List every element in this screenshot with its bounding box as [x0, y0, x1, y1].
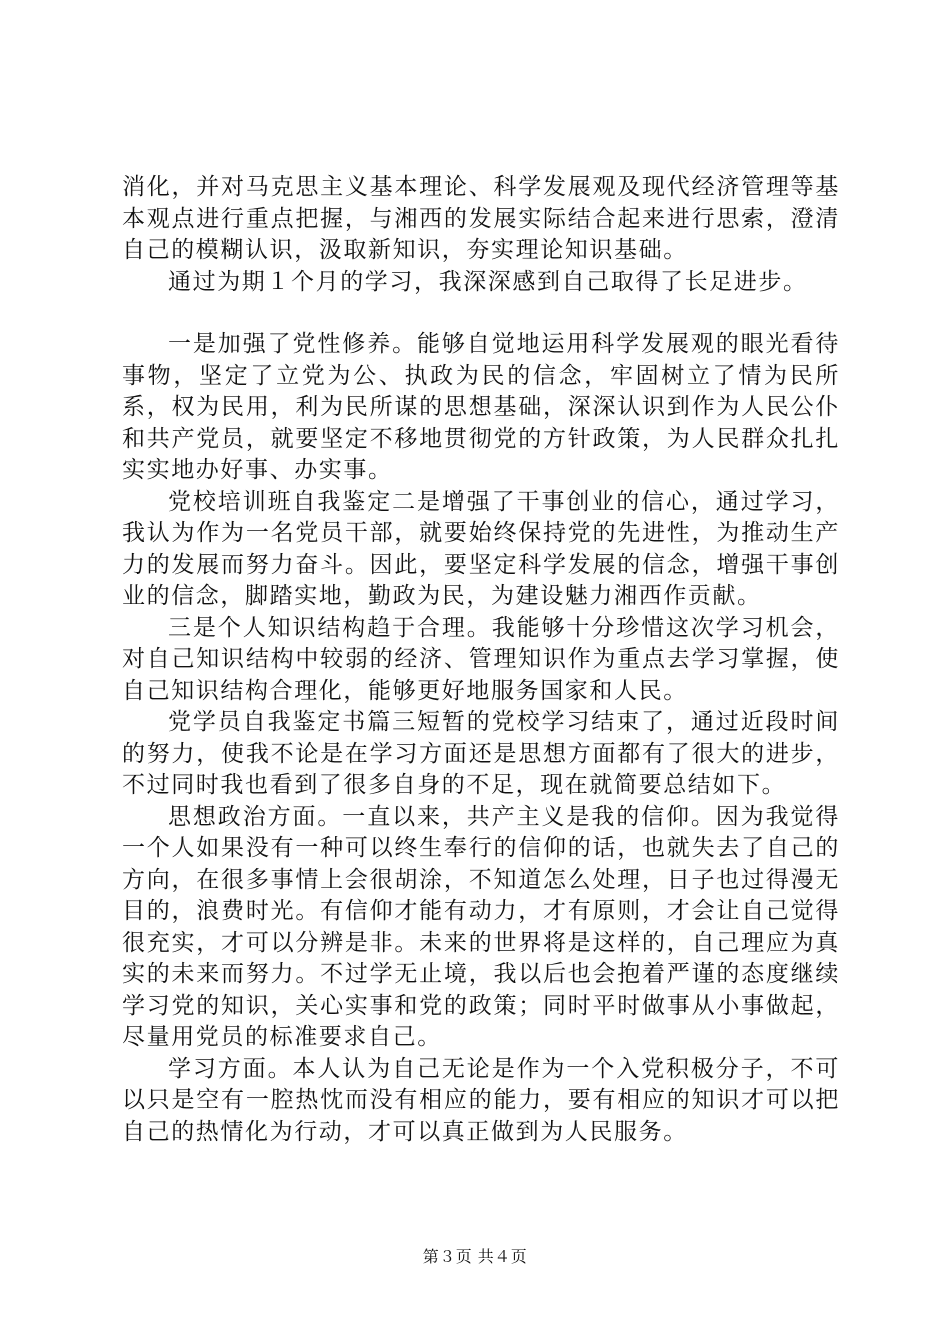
paragraph-political-thought: 思想政治方面。一直以来，共产主义是我的信仰。因为我觉得一个人如果没有一种可以终生奉行的信仰的话，也就失去了自己的方向，在很多事情上会很胡涂，不知道怎么处理，日子也过得漫无目的，浪费时光。有信仰才能有动力，才有原则，才会让自己觉得很充实，才可以分辨是非。未来的世界将是这样的，自己理应为真实的未来而努力。不过学无止境，我以后也会抱着严谨的态度继续学习党的知识，关心实事和党的政策；同时平时做事从小事做起，尽量用党员的标准要求自己。 — [122, 803, 840, 1050]
paragraph-party-spirit: 一是加强了党性修养。能够自觉地运用科学发展观的眼光看待事物，坚定了立党为公、执政为民的信念，牢固树立了情为民所系，权为民用，利为民所谋的思想基础，深深认识到作为人民公仆和共产党员，就要坚定不移地贯彻党的方针政策，为人民群众扎扎实实地办好事、办实事。 — [122, 331, 840, 483]
paragraph-knowledge-structure: 三是个人知识结构趋于合理。我能够十分珍惜这次学习机会，对自己知识结构中较弱的经济、管理知识作为重点去学习掌握，使自己知识结构合理化，能够更好地服务国家和人民。 — [122, 614, 840, 704]
paragraph-progress-summary: 通过为期１个月的学习，我深深感到自己取得了长足进步。 — [168, 268, 808, 295]
paragraph-self-appraisal-intro: 党学员自我鉴定书篇三短暂的党校学习结束了，通过近段时间的努力，使我不论是在学习方面还是思想方面都有了很大的进步，不过同时我也看到了很多自身的不足，现在就简要总结如下。 — [122, 709, 840, 798]
page-number-footer: 第３页 共４页 — [422, 1247, 528, 1266]
paragraph-study: 学习方面。本人认为自己无论是作为一个入党积极分子，不可以只是空有一腔热忱而没有相应的能力，要有相应的知识才可以把自己的热情化为行动，才可以真正做到为人民服务。 — [122, 1055, 840, 1145]
document-body — [122, 172, 840, 1148]
paragraph-continuation: 消化，并对马克思主义基本理论、科学发展观及现代经济管理等基本观点进行重点把握，与湘西的发展实际结合起来进行思索，澄清自己的模糊认识，汲取新知识，夯实理论知识基础。 — [122, 174, 840, 263]
paragraph-entrepreneurial-confidence: 党校培训班自我鉴定二是增强了干事创业的信心，通过学习，我认为作为一名党员干部，就要始终保持党的先进性，为推动生产力的发展而努力奋斗。因此，要坚定科学发展的信念，增强干事创业的信念，脚踏实地，勤政为民，为建设魅力湘西作贡献。 — [122, 488, 840, 609]
